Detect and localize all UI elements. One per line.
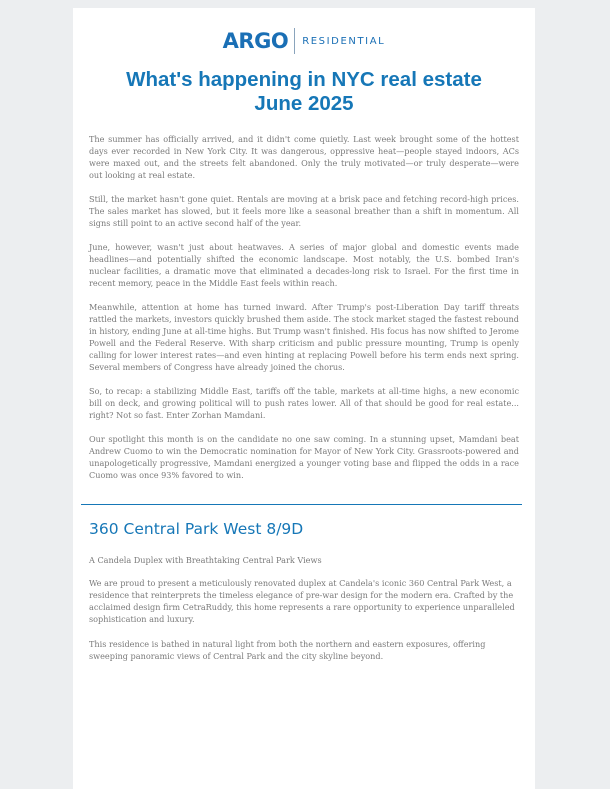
listing-heading[interactable]: 360 Central Park West 8/9D [89,520,304,538]
logo-brand: ARGO [222,29,289,53]
listing-paragraph-1: We are proud to present a meticulously renovated duplex at Candela's iconic 360 Central Park West, a residence that reinterprets the timeless elegance of pre-war design for the modern era. Crafted by the acclaimed design firm CetraRuddy, this home represents a rare opportunity to experience unparalleled sophistication and luxury. [89,578,515,624]
section-divider [81,504,522,505]
intro-paragraph-5: So, to recap: a stabilizing Middle East, tariffs off the table, markets at all-time highs, a new economic bill on deck, and growing political will to push rates lower. All of that should be good for real estate... right? Not so fast. Enter Zorhan Mamdani. [89,386,519,420]
title-line-1: What's happening in NYC real estate [126,68,482,91]
intro-paragraph-4: Meanwhile, attention at home has turned inward. After Trump's post-Liberation Day tariff threats rattled the markets, investors quickly brushed them aside. The stock market staged the fastest rebound in history, ending June at all-time highs. But Trump wasn't finished. His focus has now shifted to Jerome Powell and the Federal Reserve. With sharp criticism and public pressure mounting, Trump is openly calling for lower interest rates—and even hinting at replacing Powell before his term ends next spring. Several members of Congress have already joined the chorus. [89,302,519,372]
newsletter-title [73,68,535,116]
intro-paragraph-2: Still, the market hasn't gone quiet. Rentals are moving at a brisk pace and fetching record-high prices. The sales market has slowed, but it feels more like a seasonal breather than a shift in momentum. All signs still point to an active second half of the year. [89,194,519,228]
title-line-2: June 2025 [254,92,354,115]
newsletter-page [73,8,535,789]
intro-paragraph-6: Our spotlight this month is on the candidate no one saw coming. In a stunning upset, Mamdani beat Andrew Cuomo to win the Democratic nomination for Mayor of New York City. Grassroots-powered and unapologetically progressive, Mamdani energized a younger voting base and flipped the odds in a race Cuomo was once 93% favored to win. [89,434,519,480]
intro-paragraph-3: June, however, wasn't just about heatwaves. A series of major global and domestic events made headlines—and potentially shifted the economic landscape. Most notably, the U.S. bombed Iran's nuclear facilities, a dramatic move that eliminated a decades-long risk to Israel. For the first time in recent memory, peace in the Middle East feels within reach. [89,242,519,288]
argo-residential-logo[interactable] [73,28,535,54]
logo-subtitle: RESIDENTIAL [302,35,386,47]
intro-paragraph-1: The summer has officially arrived, and it didn't come quietly. Last week brought some of the hottest days ever recorded in New York City. It was dangerous, oppressive heat—people stayed indoors, ACs were maxed out, and the streets felt abandoned. Only the truly motivated—or truly desperate—were out looking at real estate. [89,134,519,180]
logo-divider [294,28,295,54]
listing-paragraph-2: This residence is bathed in natural light from both the northern and eastern exposures, offering sweeping panoramic views of Central Park and the city skyline beyond. [89,639,486,661]
listing-subtitle: A Candela Duplex with Breathtaking Central Park Views [89,555,322,565]
